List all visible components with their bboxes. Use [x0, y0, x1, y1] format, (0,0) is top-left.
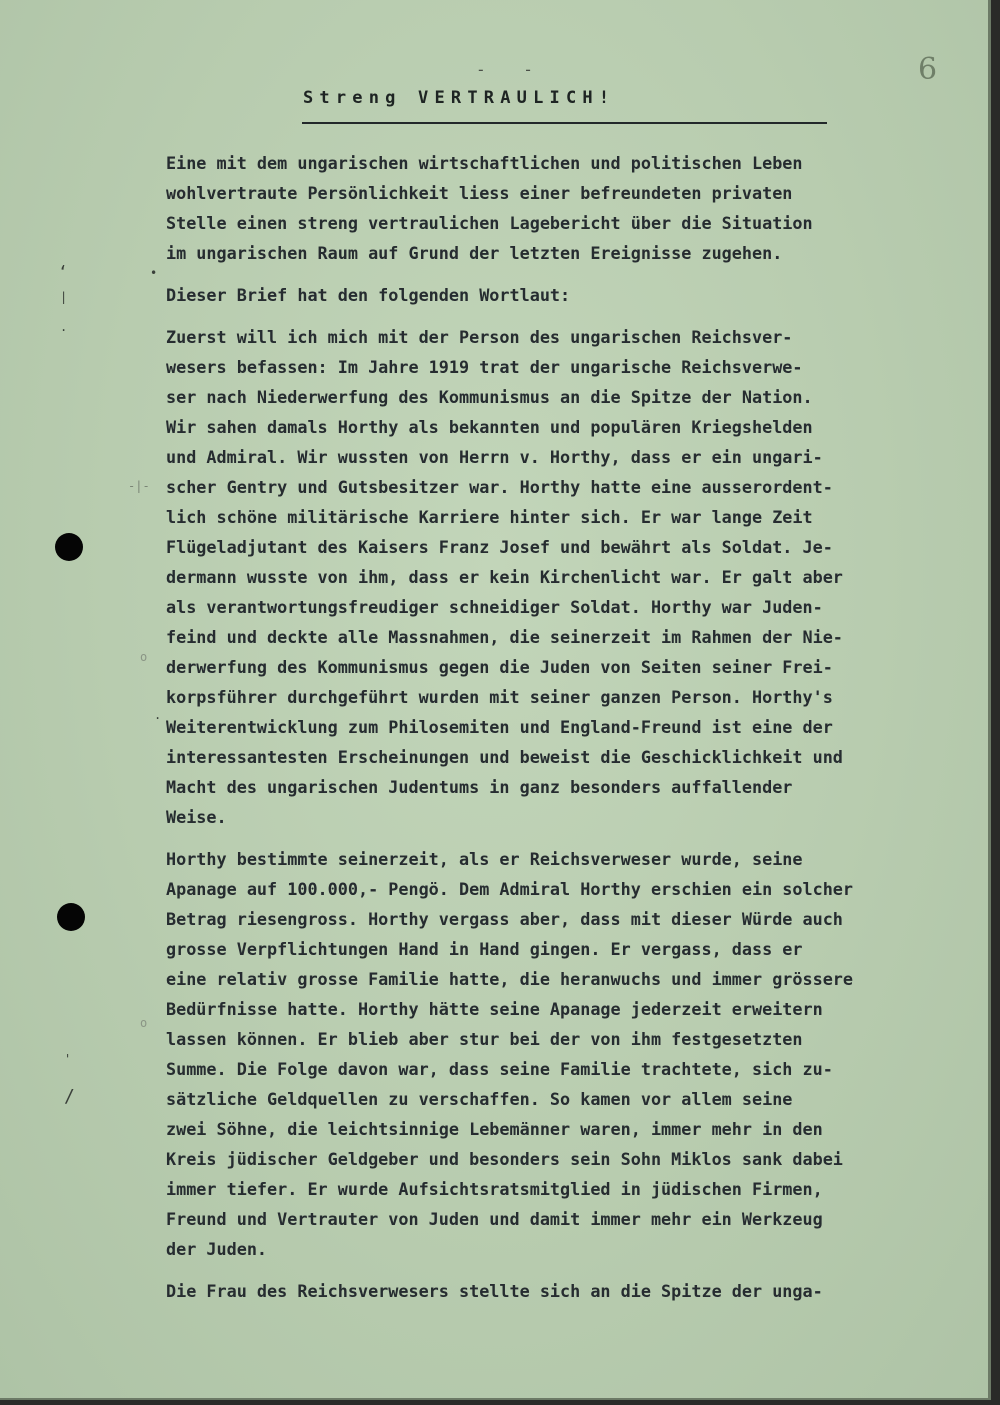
- paragraph: [166, 844, 981, 1264]
- page-number: 6: [918, 52, 938, 87]
- text-line: eine relativ grosse Familie hatte, die heranwuchs und immer grössere: [166, 969, 854, 989]
- header-dashes: - -: [476, 60, 547, 79]
- text-line: Macht des ungarischen Judentums in ganz besonders auffallender: [166, 777, 793, 797]
- text-line: Horthy bestimmte seinerzeit, als er Reichsverweser wurde, seine: [166, 849, 803, 869]
- text-line: Betrag riesengross. Horthy vergass aber, dass mit dieser Würde auch: [166, 909, 843, 929]
- margin-mark: |: [60, 290, 68, 304]
- text-line: Bedürfnisse hatte. Horthy hätte seine Apanage jederzeit erweitern: [166, 999, 823, 1019]
- text-line: derwerfung des Kommunismus gegen die Juden von Seiten seiner Frei-: [166, 657, 833, 677]
- text-line: im ungarischen Raum auf Grund der letzten Ereignisse zugehen.: [166, 243, 783, 263]
- margin-mark: ': [64, 1052, 72, 1066]
- margin-mark: -|-: [128, 479, 150, 493]
- margin-mark: .: [154, 708, 162, 722]
- paragraph: [166, 280, 981, 310]
- text-line: ser nach Niederwerfung des Kommunismus an die Spitze der Nation.: [166, 387, 813, 407]
- text-line: und Admiral. Wir wussten von Herrn v. Horthy, dass er ein ungari-: [166, 447, 823, 467]
- text-line: grosse Verpflichtungen Hand in Hand gingen. Er vergass, dass er: [166, 939, 803, 959]
- text-line: feind und deckte alle Massnahmen, die seinerzeit im Rahmen der Nie-: [166, 627, 843, 647]
- text-line: lassen können. Er blieb aber stur bei der von ihm festgesetzten: [166, 1029, 803, 1049]
- scan-edge: [0, 1400, 1000, 1405]
- text-line: Kreis jüdischer Geldgeber und besonders sein Sohn Miklos sank dabei: [166, 1149, 843, 1169]
- text-line: wohlvertraute Persönlichkeit liess einer befreundeten privaten: [166, 183, 793, 203]
- text-line: Wir sahen damals Horthy als bekannten und populären Kriegshelden: [166, 417, 813, 437]
- text-line: Apanage auf 100.000,- Pengö. Dem Admiral Horthy erschien ein solcher: [166, 879, 854, 899]
- margin-mark: o: [140, 1016, 148, 1030]
- text-line: scher Gentry und Gutsbesitzer war. Horthy hatte eine ausserordent-: [166, 477, 833, 497]
- text-line: Eine mit dem ungarischen wirtschaftlichen und politischen Leben: [166, 153, 803, 173]
- document-title: Streng VERTRAULICH!: [303, 88, 616, 108]
- text-line: korpsführer durchgeführt wurden mit seiner ganzen Person. Horthy's: [166, 687, 833, 707]
- paragraph: [166, 322, 981, 832]
- text-line: Weiterentwicklung zum Philosemiten und England-Freund ist eine der: [166, 717, 833, 737]
- margin-mark: o: [140, 650, 148, 664]
- punch-hole-upper: [55, 533, 83, 561]
- margin-mark: ‘: [58, 262, 68, 281]
- text-line: als verantwortungsfreudiger schneidiger Soldat. Horthy war Juden-: [166, 597, 823, 617]
- text-line: zwei Söhne, die leichtsinnige Lebemänner waren, immer mehr in den: [166, 1119, 823, 1139]
- text-line: sätzliche Geldquellen zu verschaffen. So kamen vor allem seine: [166, 1089, 793, 1109]
- paragraph: [166, 1276, 981, 1306]
- text-line: Flügeladjutant des Kaisers Franz Josef und bewährt als Soldat. Je-: [166, 537, 833, 557]
- text-line: interessantesten Erscheinungen und beweist die Geschicklichkeit und: [166, 747, 843, 767]
- text-line: Zuerst will ich mich mit der Person des ungarischen Reichsver-: [166, 327, 793, 347]
- margin-mark: /: [64, 1086, 75, 1107]
- margin-mark: .: [60, 320, 68, 334]
- text-line: lich schöne militärische Karriere hinter sich. Er war lange Zeit: [166, 507, 813, 527]
- punch-hole-lower: [57, 903, 85, 931]
- document-body: [166, 148, 981, 1306]
- paragraph: [166, 148, 981, 268]
- margin-mark: •: [150, 266, 158, 280]
- text-line: Weise.: [166, 807, 227, 827]
- text-line: dermann wusste von ihm, dass er kein Kirchenlicht war. Er galt aber: [166, 567, 843, 587]
- text-line: Die Frau des Reichsverwesers stellte sich an die Spitze der unga-: [166, 1281, 823, 1301]
- text-line: Summe. Die Folge davon war, dass seine Familie trachtete, sich zu-: [166, 1059, 833, 1079]
- text-line: wesers befassen: Im Jahre 1919 trat der ungarische Reichsverwe-: [166, 357, 803, 377]
- text-line: immer tiefer. Er wurde Aufsichtsratsmitglied in jüdischen Firmen,: [166, 1179, 823, 1199]
- title-underline: [302, 122, 827, 124]
- text-line: Dieser Brief hat den folgenden Wortlaut:: [166, 285, 571, 305]
- text-line: Stelle einen streng vertraulichen Lagebericht über die Situation: [166, 213, 813, 233]
- text-line: der Juden.: [166, 1239, 268, 1259]
- text-line: Freund und Vertrauter von Juden und damit immer mehr ein Werkzeug: [166, 1209, 823, 1229]
- scan-edge: [991, 0, 1000, 1405]
